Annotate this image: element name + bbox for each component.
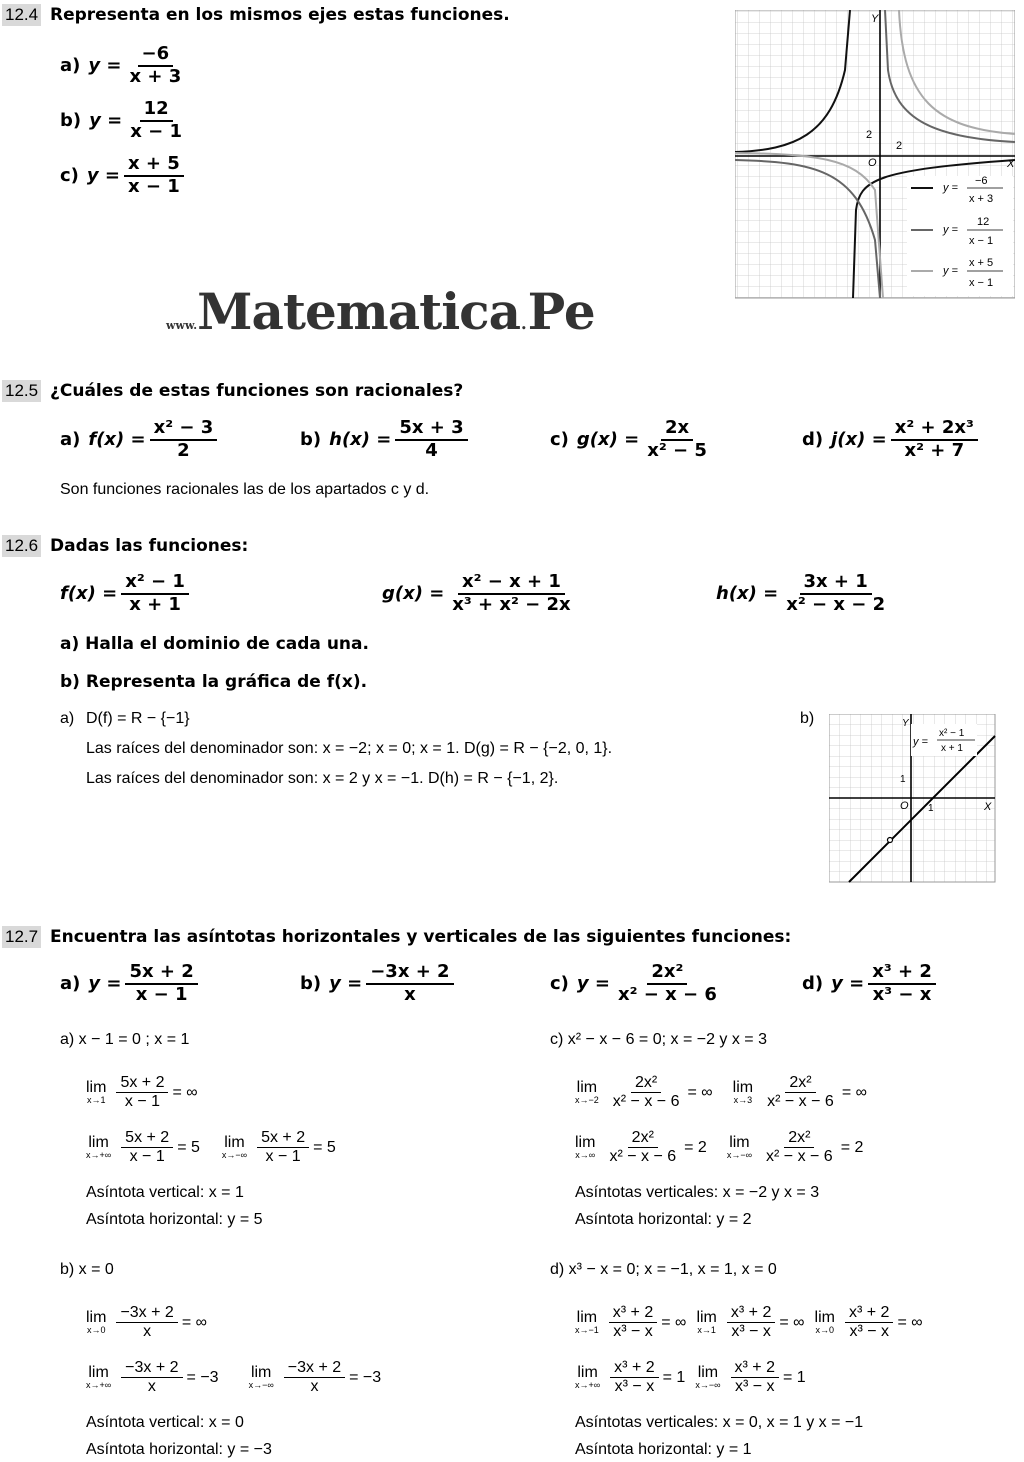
function-12-5-c: c) g(x) = $\frac{2x}{\text{x² − 5}}$ bbox=[550, 417, 707, 461]
x-tick-label: 1 bbox=[928, 803, 934, 814]
lhs: y = bbox=[86, 165, 120, 187]
function-12-4-a bbox=[60, 44, 189, 87]
limit-a-2: lim x→+∞ $\frac{5x + 2}{x - 1}$ = 5 lim x→−∞ $\frac{5x + 2}{x - 1}$ = 5 bbox=[86, 1129, 336, 1166]
function-12-6-g: g(x) = $\frac{\text{x² − x + 1}}{\text{x³ + x² − 2x}}$ bbox=[382, 571, 571, 615]
function-12-7-a: a) y = $\frac{5x + 2}{x - 1}$ bbox=[60, 962, 202, 1005]
question-number-12-7: 12.7 bbox=[2, 926, 41, 948]
svg-text:x − 1: x − 1 bbox=[969, 235, 994, 247]
denominator: x − 1 bbox=[130, 120, 182, 142]
y-tick-label: 1 bbox=[900, 774, 906, 785]
denominator: x + 3 bbox=[129, 65, 182, 87]
limit-c-2: lim x→∞ $\frac{\text{2x²}}{\text{x² − x − 6}}$ = 2 lim x→−∞ $\frac{\text{2x²}}{\text{x² − x − 6}}$ = 2 bbox=[575, 1129, 864, 1166]
x-axis-label: X bbox=[1007, 158, 1015, 170]
numerator: 12 bbox=[140, 99, 173, 122]
question-number-12-4: 12.4 bbox=[2, 4, 41, 26]
svg-text:12: 12 bbox=[977, 216, 990, 228]
y-axis-label: Y bbox=[871, 13, 879, 25]
svg-text:y =: y = bbox=[943, 182, 958, 194]
limit-a-1: lim x→1 $\frac{5x + 2}{x - 1}$ = ∞ bbox=[86, 1074, 198, 1111]
question-title-12-5: ¿Cuáles de estas funciones son racionales? bbox=[50, 381, 464, 401]
limit-b-2: lim x→+∞ $\frac{-3x + 2}{x}$ = −3 lim x→−∞ $\frac{-3x + 2}{x}$ = −3 bbox=[86, 1359, 382, 1396]
svg-text:−6: −6 bbox=[975, 175, 988, 187]
svg-text:y =: y = bbox=[943, 224, 958, 236]
graph-12-6 bbox=[829, 714, 997, 884]
svg-text:x + 3: x + 3 bbox=[969, 193, 994, 205]
origin-label: O bbox=[868, 157, 877, 169]
denominator: x − 1 bbox=[128, 175, 180, 197]
function-label-num: x² − 1 bbox=[939, 728, 965, 739]
lhs: y = bbox=[88, 55, 122, 77]
function-12-5-a: a) f(x) = $\frac{\text{x² − 3}}{2}$ bbox=[60, 418, 221, 461]
question-number-12-5: 12.5 bbox=[2, 380, 41, 402]
question-title-12-6: Dadas las funciones: bbox=[50, 536, 249, 556]
lhs: y = bbox=[89, 110, 123, 132]
horizontal-asymptote-d: Asíntota horizontal: y = 1 bbox=[575, 1441, 752, 1458]
horizontal-asymptote-c: Asíntota horizontal: y = 2 bbox=[575, 1211, 752, 1228]
solution-12-6-domain-g: Las raíces del denominador son: x = −2; x = 0; x = 1. D(g) = R − {−2, 0, 1}. bbox=[86, 740, 613, 757]
numerator: −6 bbox=[138, 44, 174, 67]
origin-label: O bbox=[900, 800, 909, 812]
solution-12-6-b-label: b) bbox=[800, 710, 815, 727]
limit-d-1: lim x→−1 $\frac{\text{x³ + 2}}{\text{x³ − x}}$ = ∞ lim x→1 $\frac{\text{x³ + 2}}{\text{x³ − x}}$ = ∞ lim x→0 $\frac{\text{x³ + 2}}{\text{x³ − x}}$ = ∞ bbox=[575, 1304, 923, 1341]
question-number-12-6: 12.6 bbox=[2, 535, 41, 557]
svg-text:x − 1: x − 1 bbox=[969, 277, 994, 289]
question-12-6-a: a) Halla el dominio de cada una. bbox=[60, 634, 369, 654]
legend-box bbox=[907, 176, 1013, 296]
item-label: b) bbox=[60, 110, 82, 132]
answer-12-5: Son funciones racionales las de los apartados c y d. bbox=[60, 481, 430, 498]
function-12-6-h: h(x) = $\frac{3x + 1}{\text{x² − x − 2}}$ bbox=[716, 571, 886, 615]
function-12-7-c: c) y = $\frac{\text{2x²}}{\text{x² − x − 6}}$ bbox=[550, 961, 717, 1005]
function-12-5-d: d) j(x) = $\frac{\text{x² + 2x³}}{\text{x² + 7}}$ bbox=[802, 418, 982, 461]
limit-b-1: lim x→0 $\frac{-3x + 2}{x}$ = ∞ bbox=[86, 1304, 208, 1341]
vertical-asymptote-b: Asíntota vertical: x = 0 bbox=[86, 1414, 244, 1431]
y-axis-label: Y bbox=[902, 718, 909, 729]
hole-point bbox=[888, 838, 893, 843]
vertical-asymptote-d: Asíntotas verticales: x = 0, x = 1 y x = −1 bbox=[575, 1414, 864, 1431]
function-12-4-b bbox=[60, 99, 190, 142]
function-12-6-f: f(x) = $\frac{\text{x² − 1}}{x + 1}$ bbox=[60, 572, 193, 615]
solution-12-7-b-head: b) x = 0 bbox=[60, 1261, 114, 1278]
question-title-12-7: Encuentra las asíntotas horizontales y verticales de las siguientes funciones: bbox=[50, 927, 792, 947]
limit-c-1: lim x→−2 $\frac{\text{2x²}}{\text{x² − x − 6}}$ = ∞ lim x→3 $\frac{\text{2x²}}{\text{x² − x − 6}}$ = ∞ bbox=[575, 1074, 868, 1111]
y-tick-label: 2 bbox=[866, 129, 873, 141]
svg-text:x + 5: x + 5 bbox=[969, 257, 994, 269]
svg-text:y =: y = bbox=[943, 265, 958, 277]
solution-12-7-d-head: d) x³ − x = 0; x = −1, x = 1, x = 0 bbox=[550, 1261, 777, 1278]
solution-12-7-a-head: a) x − 1 = 0 ; x = 1 bbox=[60, 1031, 190, 1048]
horizontal-asymptote-a: Asíntota horizontal: y = 5 bbox=[86, 1211, 263, 1228]
item-label: c) bbox=[60, 165, 79, 187]
vertical-asymptote-c: Asíntotas verticales: x = −2 y x = 3 bbox=[575, 1184, 820, 1201]
limit-d-2: lim x→+∞ $\frac{\text{x³ + 2}}{\text{x³ − x}}$ = 1 lim x→−∞ $\frac{\text{x³ + 2}}{\text{x³ − x}}$ = 1 bbox=[575, 1359, 806, 1396]
question-12-6-b: b) Representa la gráfica de f(x). bbox=[60, 672, 368, 692]
function-12-5-b: b) h(x) = $\frac{5x + 3}{4}$ bbox=[300, 418, 472, 461]
function-label-y: y = bbox=[913, 736, 928, 748]
x-axis-label: X bbox=[984, 801, 992, 813]
solution-12-6-domain-f: D(f) = R − {−1} bbox=[86, 710, 190, 727]
solution-12-6-a-label: a) bbox=[60, 710, 75, 727]
item-label: a) bbox=[60, 55, 81, 77]
x-tick-label: 2 bbox=[896, 140, 903, 152]
numerator: x + 5 bbox=[124, 154, 184, 177]
graph-12-4 bbox=[735, 10, 1015, 300]
vertical-asymptote-a: Asíntota vertical: x = 1 bbox=[86, 1184, 244, 1201]
solution-12-6-domain-h: Las raíces del denominador son: x = 2 y x = −1. D(h) = R − {−1, 2}. bbox=[86, 770, 559, 787]
horizontal-asymptote-b: Asíntota horizontal: y = −3 bbox=[86, 1441, 272, 1458]
question-title-12-4: Representa en los mismos ejes estas funciones. bbox=[50, 5, 510, 25]
function-12-7-b: b) y = $\frac{-3x + 2}{x}$ bbox=[300, 962, 458, 1005]
site-logo: www.Matematica.Pe bbox=[166, 282, 596, 341]
function-12-4-c bbox=[60, 154, 188, 197]
solution-12-7-c-head: c) x² − x − 6 = 0; x = −2 y x = 3 bbox=[550, 1031, 767, 1048]
function-12-7-d: d) y = $\frac{\text{x³ + 2}}{\text{x³ − x}}$ bbox=[802, 962, 940, 1005]
function-label-den: x + 1 bbox=[941, 743, 963, 754]
